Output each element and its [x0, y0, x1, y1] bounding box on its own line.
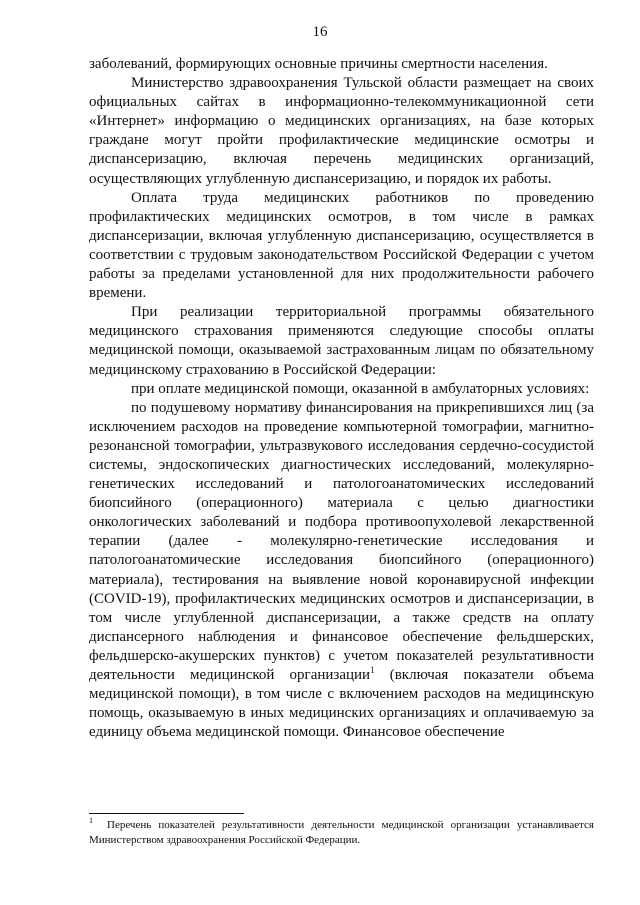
- paragraph-ambulatory: при оплате медицинской помощи, оказанной в амбулаторных условиях:: [131, 380, 590, 397]
- footnote: [89, 818, 594, 848]
- footnote-divider: [89, 813, 244, 814]
- body-text: [89, 55, 594, 742]
- paragraph-ministry-info: Министерство здравоохранения Тульской области размещает на своих официальных сайтах в информационно-телекоммуникационной сети «Интернет» информацию о медицинских организациях, на базе которых граждане могут пройти профилактические медицинские осмотры и диспансеризацию, включая перечень медицинских организаций, осуществляющих углубленную диспансеризацию, и порядок их работы.: [89, 75, 594, 187]
- footnote-text: Перечень показателей результативности деятельности медицинской организации устанавливается Министерством здравоохранения Российской Федерации.: [89, 819, 594, 846]
- per-capita-text-end: (включая показатели объема медицинской помощи), в том числе с включением расходов на медицинскую помощь, оказываемую в иных медицинских организациях и оплачиваемую за единицу объема медицинской помощи. Финансовое обеспечение: [89, 667, 594, 741]
- paragraph-payment: Оплата труда медицинских работников по проведению профилактических медицинских осмотров, в том числе в рамках диспансеризации, включая углубленную диспансеризацию, осуществляется в соответствии с трудовым законодательством Российской Федерации с учетом работы за пределами установленной для них продолжительности рабочего времени.: [89, 189, 594, 302]
- paragraph-per-capita: [89, 399, 594, 743]
- paragraph-continuation: заболеваний, формирующих основные причины смертности населения.: [89, 56, 548, 72]
- footnote-mark: 1: [89, 816, 93, 826]
- paragraph-oms-methods: При реализации территориальной программы обязательного медицинского страхования применяются следующие способы оплаты медицинской помощи, оказываемой застрахованным лицам по обязательному медицинскому страхованию в Российской Федерации:: [89, 304, 594, 378]
- footnote-reference: 1: [370, 665, 375, 675]
- per-capita-text-start: по подушевому нормативу финансирования на прикрепившихся лиц (за исключением расходов на проведение компьютерной томографии, магнитно-резонансной томографии, ультразвукового исследования сердечно-сосудистой системы, эндоскопических диагностических исследований, молекулярно-генетических исследований и патологоанатомических исследований биопсийного (операционного) материала с целью диагностики онкологических заболеваний и подбора противоопухолевой лекарственной терапии (далее - молекулярно-генетические исследования и патологоанатомические исследования биопсийного (операционного) материала), тестирования на выявление новой коронавирусной инфекции (COVID-19), профилактических медицинских осмотров и диспансеризации, в том числе углубленной диспансеризации, а также средств на оплату диспансерного наблюдения и финансовое обеспечение фельдшерских, фельдшерско-акушерских пунктов) с учетом показателей результативности деятельности медицинской организации: [89, 399, 594, 683]
- page-number: 16: [312, 24, 328, 40]
